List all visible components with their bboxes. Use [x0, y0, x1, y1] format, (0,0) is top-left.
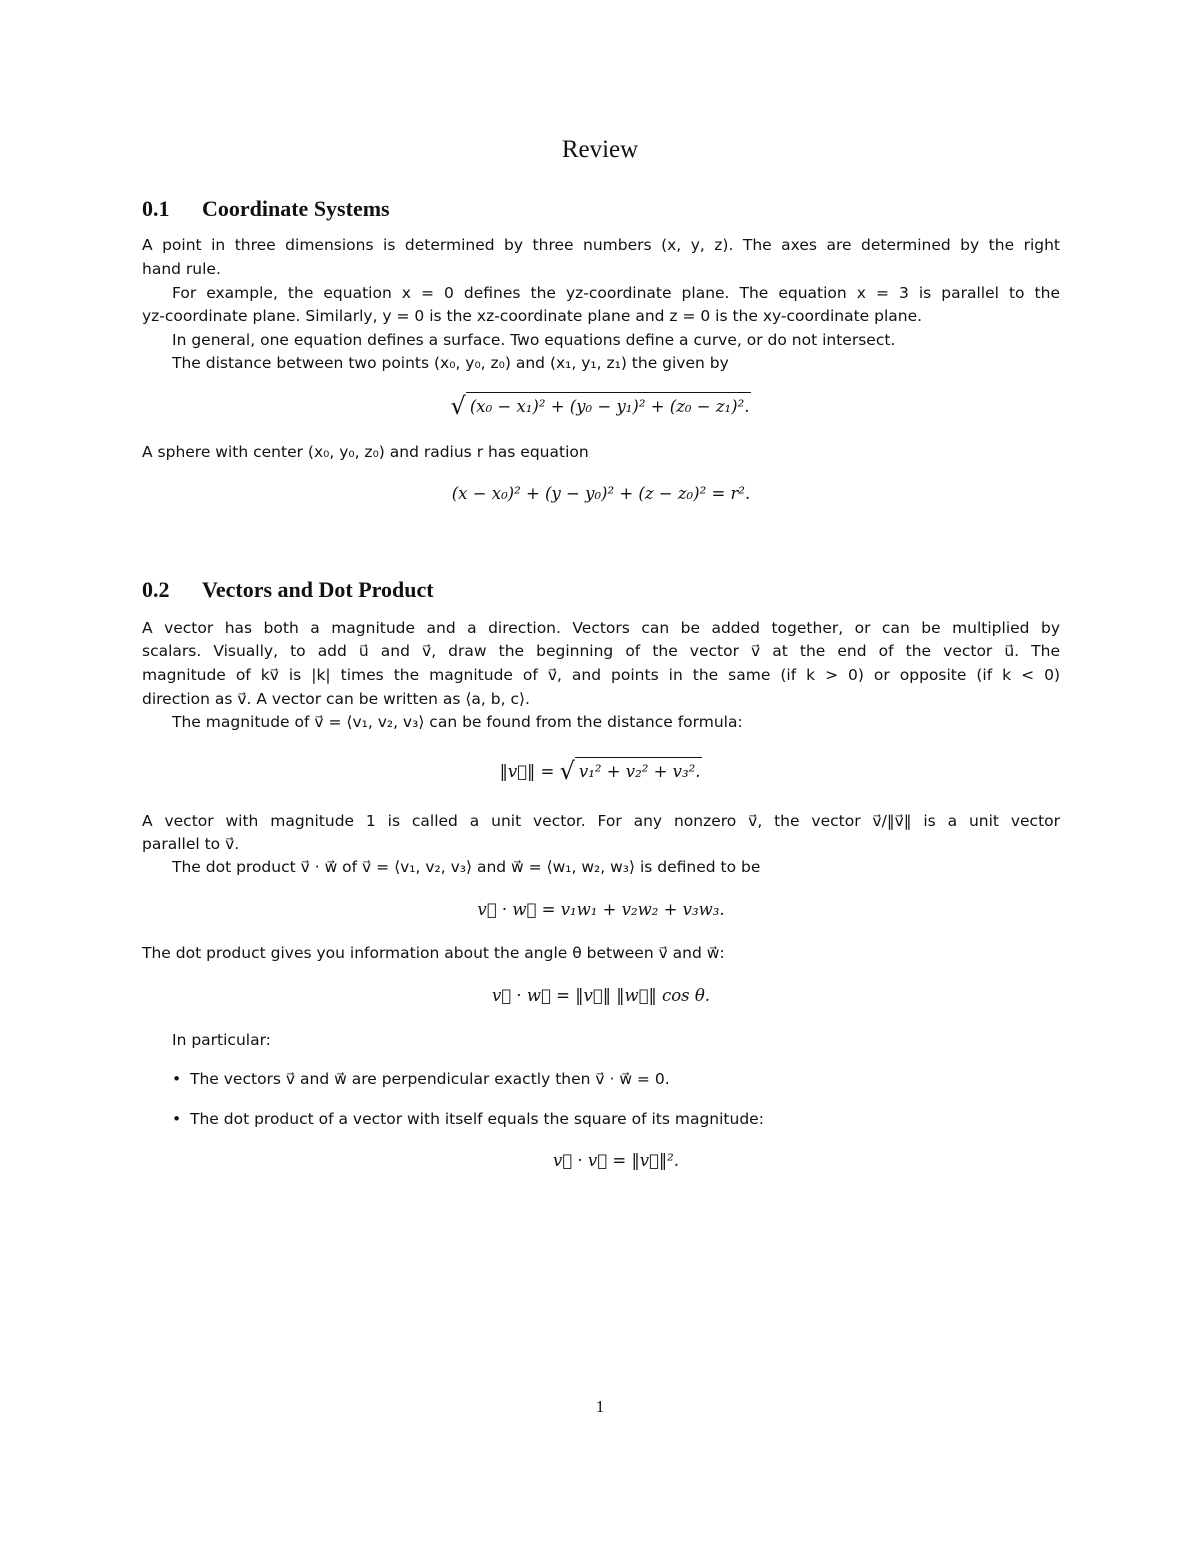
- paragraph-line: In general, one equation defines a surface. Two equations define a curve, or do not intersect.: [172, 331, 896, 349]
- paragraph-line: In particular:: [172, 1031, 271, 1049]
- paragraph-line: The distance between two points (x₀, y₀, z₀) and (x₁, y₁, z₁) the given by: [172, 354, 729, 372]
- section-heading-vectors-dot-product: [142, 577, 1062, 603]
- equation-self-dot: v⃗ · v⃗ = ‖v⃗‖².: [552, 1151, 680, 1170]
- paragraph-line: A vector has both a magnitude and a direction. Vectors can be added together, or can be multiplied by: [142, 619, 1060, 637]
- page-number: 1: [595, 1397, 605, 1416]
- paragraph-line: For example, the equation x = 0 defines the yz-coordinate plane. The equation x = 3 is parallel to the: [172, 284, 1060, 302]
- paragraph-line: The dot product gives you information about the angle θ between v⃗ and w⃗:: [142, 944, 725, 962]
- paragraph-line: magnitude of kv⃗ is |k| times the magnitude of v⃗, and points in the same (if k > 0) or opposite (if k < 0): [142, 666, 1060, 684]
- list-item-text: The vectors v⃗ and w⃗ are perpendicular exactly then v⃗ · w⃗ = 0.: [190, 1070, 670, 1088]
- radicand: (x₀ − x₁)² + (y₀ − y₁)² + (z₀ − z₁)².: [466, 392, 752, 419]
- radicand: v₁² + v₂² + v₃².: [575, 757, 703, 784]
- section-title: Coordinate Systems: [202, 196, 390, 221]
- equation-sphere: (x − x₀)² + (y − y₀)² + (z − z₀)² = r².: [451, 484, 751, 503]
- equation-distance: [142, 392, 1060, 419]
- section-number: 0.1: [142, 196, 170, 221]
- list-item-text: The dot product of a vector with itself equals the square of its magnitude:: [190, 1110, 764, 1128]
- paragraph-line: yz-coordinate plane. Similarly, y = 0 is the xz-coordinate plane and z = 0 is the xy-coordinate plane.: [142, 307, 923, 325]
- sqrt-symbol: √: [450, 392, 466, 420]
- bullet-icon: •: [172, 1110, 182, 1128]
- paragraph-line: The magnitude of v⃗ = ⟨v₁, v₂, v₃⟩ can be found from the distance formula:: [172, 713, 743, 731]
- bullet-icon: •: [172, 1070, 182, 1088]
- paragraph-line: direction as v⃗. A vector can be written as ⟨a, b, c⟩.: [142, 690, 530, 708]
- equation-magnitude: [142, 757, 1060, 784]
- section-heading-coordinate-systems: [142, 196, 1062, 222]
- page-title: Review: [561, 136, 639, 163]
- paragraph-line: parallel to v⃗.: [142, 835, 240, 853]
- magnitude-lhs: ‖v⃗‖ =: [499, 762, 555, 781]
- paragraph-line: A vector with magnitude 1 is called a unit vector. For any nonzero v⃗, the vector v⃗/‖v⃗‖ is a unit vector: [142, 812, 1060, 830]
- paragraph-line: A point in three dimensions is determined by three numbers (x, y, z). The axes are determined by the right: [142, 236, 1060, 254]
- equation-dot-product: v⃗ · w⃗ = v₁w₁ + v₂w₂ + v₃w₃.: [477, 900, 725, 919]
- paragraph-line: A sphere with center (x₀, y₀, z₀) and radius r has equation: [142, 443, 589, 461]
- section-number: 0.2: [142, 577, 170, 602]
- paragraph-line: hand rule.: [142, 260, 221, 278]
- equation-angle: v⃗ · w⃗ = ‖v⃗‖ ‖w⃗‖ cos θ.: [491, 986, 711, 1005]
- paragraph-line: scalars. Visually, to add u⃗ and v⃗, draw the beginning of the vector v⃗ at the end of the vector u⃗. The: [142, 642, 1060, 660]
- section-title: Vectors and Dot Product: [202, 577, 434, 602]
- sqrt-symbol: √: [559, 757, 575, 785]
- paragraph-line: The dot product v⃗ · w⃗ of v⃗ = ⟨v₁, v₂, v₃⟩ and w⃗ = ⟨w₁, w₂, w₃⟩ is defined to be: [172, 858, 761, 876]
